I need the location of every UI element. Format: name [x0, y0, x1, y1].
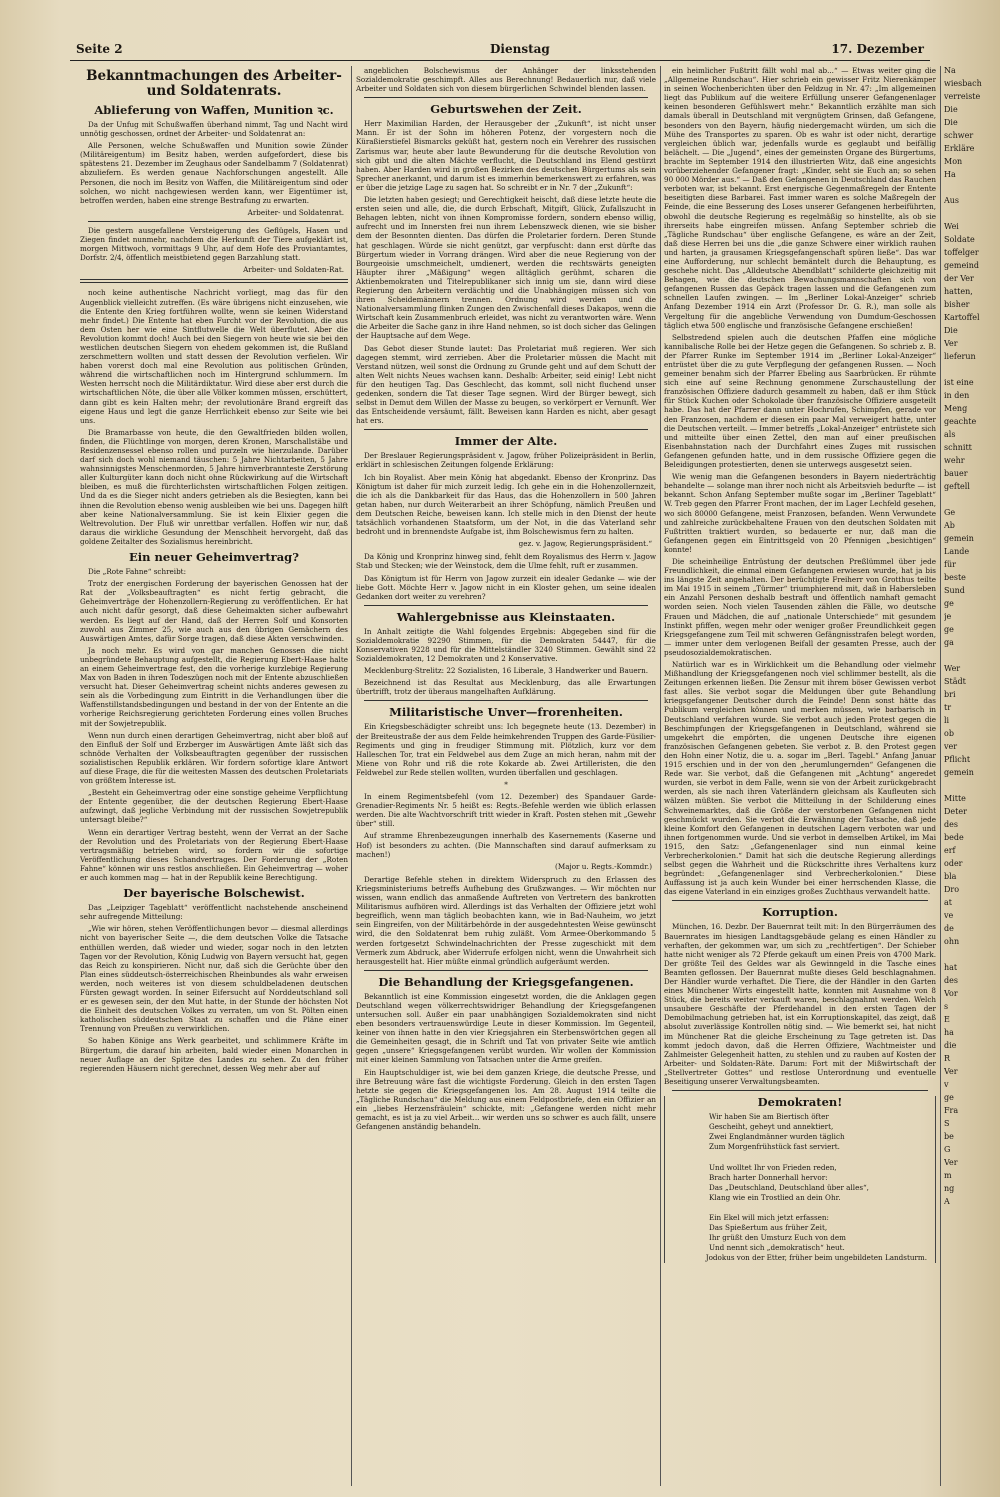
fragment-line: des: [944, 976, 958, 985]
fragment-line: ga: [944, 638, 954, 647]
paragraph: Da der Unfug mit Schußwaffen überhand nimmt, Tag und Nacht wird unnötig geschossen, ordnet der Arbeiter- und Soldatenrat an:: [80, 120, 348, 139]
fragment-line: Fra: [944, 1106, 959, 1115]
divider: [364, 700, 648, 701]
paragraph: Die „Rote Fahne“ schreibt:: [88, 567, 186, 577]
header-rule: [70, 60, 930, 61]
poem-line: Gescheiht, geheyt und annektiert,: [709, 1122, 834, 1132]
fragment-line: bri: [944, 690, 956, 699]
page-header: [70, 38, 930, 60]
column-3: [664, 66, 936, 1488]
fragment-line: Na: [944, 66, 956, 75]
fragment-line: S: [944, 1119, 950, 1128]
fragment-line: Erkläre: [944, 144, 975, 153]
fragment-line: wehr: [944, 456, 965, 465]
column-divider: [351, 66, 352, 1486]
fragment-line: schwer: [944, 131, 974, 140]
paragraph: Die Bramarbasse von heute, die den Gewaltfrieden bilden wollen, finden, die Flüchtlinge von morgen, deren Kronen, Marschallstäbe und Residenzensessel ebenso rollen und purzeln wie hierzulande. Darüber darf sich doch wohl niemand täuschen: 5 Jahre Nichtarbeiten, 5 Jahre wahnsinnigstes Menschenmorden, 5 Jahre hirnverbrannteste Zerstörung aller Kulturgüter kann doch nicht ohne Rückwirkung auf die Wirtschaft bleiben, es muß die fürchterlichsten wirtschaftlichen Folgen zeitigen. Und da es die Sieger nicht anders getrieben als die Besiegten, kann bei ihnen die Revolution ebenso wenig ausbleiben wie bei uns. Dagegen hilft aber keine Nationalversammlung. Sie ist kein Elixier gegen die Weltrevolution. Der Fluß wir unrettbar verfallen. Hoffen wir nur, daß daraus die wirkliche Gesundung der Menschheit hervorgeht, daß das goldene Zeitalter des Sozialismus hereinbricht.: [80, 427, 348, 546]
fragment-line: Dro: [944, 885, 960, 894]
article-heading: Geburtswehen der Zeit.: [430, 102, 582, 117]
fragment-line: R: [944, 1054, 951, 1063]
article-heading: Die Behandlung der Kriegsgefangenen.: [378, 974, 634, 989]
paragraph: Die letzten haben gesiegt; und Gerechtigkeit heischt, daß diese letzte heute die ersten seien und alle, die, die durch Erbschaft, Mitgift, Glück, Zufallszucht in Behagen lebten, nicht von ihnen Kompromisse fordern, sondern ebenso willig, aufrecht und im Innersten frei nun ihrem Lebenszweck dienen, wie sie bisher dem der Besonnten dienten. Das dürfen die Proletarier fordern. Deren Stunde hat geschlagen. Würde sie nicht genützt, gar verpfuscht: dann erst dürfte das Bürgertum wieder in Vorrang drängen. Wird aber die neue Regierung von der Bourgeoisie umschmeichelt, umdienert, werden die rechtswärts geneigten Häupter ihrer „Mäßigung“ wegen alltäglich gerühmt, scharen die Aktienbemokraten und Titelrepublikaner sich innig um sie, dann wird diese Regierung den Arbeitern verdächtig und die Unabhängigen müssen sich von ihren Scheidemännern trennen. Ordnung wird werden und die Nationalversammlung flinken Zungen den Zwischenfall dieses Dakapos, wenn die Wirtschaft kein Zusammenbruch erleidet, was nicht zu verantworten wäre. Wenn die Arbeiter die Sache ganz in ihre Hand nehmen, so ist doch sicher das Gelingen der Hauptsache auf dem Wege.: [356, 195, 656, 341]
article-heading: Korruption.: [762, 905, 838, 920]
page-number: Seite 2: [76, 42, 123, 56]
fragment-line: geftell: [944, 482, 970, 491]
separator-star: *: [504, 780, 508, 789]
article-heading: Ein neuer Geheimvertrag?: [129, 550, 299, 565]
fragment-line: Ha: [944, 170, 956, 179]
weapons-subtitle: Ablieferung von Waffen, Munition ꝛc.: [94, 103, 334, 117]
fragment-line: ge: [944, 599, 954, 608]
fragment-line: oder: [944, 859, 963, 868]
paragraph: Natürlich war es in Wirklichkeit um die Behandlung oder vielmehr Mißhandlung der Kriegsgefangenen noch viel schlimmer bestellt, als die Zeitungen erkennen ließen. Die Zensur mit ihrem böser Gewissen verbot fast alles. Sie verbot sogar die Meldungen über gute Behandlung kriegsgefangener Deutscher durch die Feinde! Denn sonst hätte das Publikum vergleichen können und merken müssen, wie barbarisch in Deutschland verfahren wurde. Sie verbot auch jeden Protest gegen die Beschimpfungen der Kriegsgefangenen in Deutschland, während sie umgekehrt die empörten, die ungenen Deutsche ihre eigenen französischen Gefangenen gebeten. Sie verbot z. B. den Protest gegen den Hohn einer Notiz, die u. a. sogar im „Berl. Tagebl.“ Anfang Januar 1915 erschien und in der von den „herumlungernden“ Gefangenen die Rede war. Sie verbot, daß die Gefangenen mit „Achtung“ angeredet wurden, sie verbot in dem Falle, wenn sie von der Arbeit zurückgebracht werden, als sie nach ihren Vaterländern gleichsam als Kaufleuten sich wälzen müßten. Sie verbot die Mitteilung in der Schilderung eines Schweinemarktes, daß die Größe der verstorbenen Gefangenen nicht geschmückt wurden. Sie verbot die Erwähnung der Tatsache, daß jede kleine Komfort den Gefangenen in deutschen Lagern verboten war und ihnen fortgenommen wurde. Und sie verbot in demselben Artikel, im Mai 1915, den Satz: „Gefangenenlager sind nun einmal keine Verbrecherkolonien.“ Damit hat sich die deutsche Regierung allerdings selbst gegen die Wahrheit und die Rückschritte ihres Verhaltens kurz begründet: „Gefangenenlager sind Verbrecherkolonien.“ Diese Auffassung ist ja auch kein Wunder bei einer herrschenden Klasse, die das eigene Vaterland in ein einziges großes Zuchthaus verwandelt hatte.: [664, 660, 936, 897]
poem-title: Demokraten!: [757, 1095, 843, 1110]
fragment-line: erf: [944, 846, 956, 855]
signature: Arbeiter- und Soldatenrat.: [247, 207, 344, 217]
fragment-line: Die: [944, 105, 958, 114]
fragment-line: Meng: [944, 404, 968, 413]
poem-signature: Jodokus von der Etter, früher beim ungebildeten Landsturm.: [705, 1253, 927, 1263]
fragment-line: verreiste: [944, 92, 981, 101]
fragment-line: Wei: [944, 222, 959, 231]
paragraph: Das „Leipziger Tageblatt“ veröffentlicht nachstehende anscheinend sehr aufregende Mitteilung:: [80, 903, 348, 922]
paragraph: ein heimlicher Fußtritt fällt wohl mal ab...“ — Etwas weiter ging die „Allgemeine Rundschau“. Hier schrieb ein gewisser Fritz Nierenkämper in seinen Wochenberichten über den Feldzug in Nr. 47: „Im allgemeinen liegt das Publikum auf die weitere Erfüllung unserer Gefangenenlager keinen besonderen Gefühlswert mehr.“ Bekanntlich erzählte man sich damals überall in Deutschland mit vergnügtem Grinsen, daß Gefangene, besonders von den Bayern, häufig niedergemacht würden, um sich die Mühe des Transportes zu sparen. Ob es wahr ist oder nicht, derartige vergleichen üblich war, jedenfalls wurde es geglaubt und beifällig belächelt. — Die „Jugend“, eines der gemeinsten Organe des Bürgertums, brachte im September 1914 den illustrierten Witz, daß eine angesichts vorüberziehender Gefangener fragt: „Kinder, seht sie Euch an; so sehen 90 000 Mörder aus.“ — Daß den Gefangenen in Deutschland das Rauchen verboten war, ist bekannt. Erst energische Gegenmaßregeln der Entente beseitigten diese Barbarei. Fast immer waren es solche Maßregeln der Feinde, die eine Besserung des Loses unserer Gefangenen herbeiführten, obwohl die deutsche Regierung es regelmäßig so hinstellte, als ob sie ihrerseits habe eingreifen müssen. Anfang September schrieb die „Tägliche Rundschau“ über englische Gefangene, es wäre an der Zeit, daß diese Herren bei uns die „die ganze Schwere einer wirklich rauhen und harten, ja grausamen Kriegsgefangenschaft spüren ließe“. Das war eine Aufforderung, nur schlecht bemäntelt durch die Behauptung, es geschehe nicht. Das „Alldeutsche Abendblatt“ schilderte gleichzeitig mit Behagen, wie die deutschen Bewachungsmannschaften sich von gefangenen Russen das Gepäck tragen lassen und die Gefangenen zum schnellen Laufen zwingen. — Im „Berliner Lokal-Anzeiger“ schrieb Anfang Dezember 1914 ein Arzt (Professor Dr. G. R.), man solle als Vergeltung für die angebliche Verwendung von Dumdum-Geschossen täglich etwa 500 englische und französische Gefangene erschießen!: [664, 66, 936, 330]
fragment-line: Die: [944, 326, 958, 335]
poem-line: Wir haben Sie am Biertisch öfter: [709, 1112, 829, 1122]
divider: [364, 970, 648, 971]
fragment-line: hatten,: [944, 287, 973, 296]
fragment-line: Deter: [944, 807, 967, 816]
announcements-title: Bekanntmachungen des Arbeiter- und Soldatenrats.: [86, 68, 342, 99]
divider: [364, 429, 648, 430]
fragment-line: [944, 651, 1000, 661]
fragment-line: ver: [944, 742, 958, 751]
fragment-line: m: [944, 1171, 952, 1180]
fragment-line: für: [944, 560, 956, 569]
fragment-line: geachte: [944, 417, 977, 426]
paragraph: „Wie wir hören, stehen Veröffentlichungen bevor — diesmal allerdings nicht von bayerischer Seite —, die dem deutschen Volke die Tatsache enthüllen werden, daß wieder und wieder, sogar noch in den letzten Tagen vor der Revolution, König Ludwig von Bayern versucht hat, gegen das Reich zu konspirieren. Nicht nur, daß sich die Gerüchte über den Plan eines süddeutsch-österreichischen Rheinbundes als wahr erweisen werden, noch weiteres ist von diesem schuldbeladenen deutschen Fürsten gewagt worden. In seiner Eifersucht auf Norddeutschland soll er es gewesen sein, der den Mut hatte, in der Stunde der höchsten Not die Einheit des deutschen Volkes zu verraten, um von St. Pölten einen katholischen süddeutschen Staat zu schaffen und die Pläne einer Trennung von Preußen zu verwirklichen.: [80, 924, 348, 1034]
fragment-line: A: [944, 1197, 950, 1206]
fragment-line: v: [944, 1080, 949, 1089]
poem-line: Zum Morgenfrühstück fast serviert.: [709, 1142, 840, 1152]
paragraph: Herr Maximilian Harden, der Herausgeber der „Zukunft“, ist nicht unser Mann. Er ist der Sohn im höheren Potenz, der vorgestern noch die Küraßierstiefel Bismarcks geküßt hat, gestern noch ein Verehrer des russischen Zarismus war, heute aber laute Bewunderung für die deutsche Revolution von sich gibt und die alten Mächte verflucht, die Deutschland ins Elend gestürzt haben. Aber Harden wird in großen Bezirken des deutschen Bürgertums als sein Sprecher anerkannt, und darum ist es immerhin bemerkenswert zu erfahren, was er über die jetzige Lage zu sagen hat. So schreibt er in Nr. 7 der „Zukunft“:: [356, 119, 656, 192]
fragment-line: Städt: [944, 677, 966, 686]
paragraph: Alle Personen, welche Schußwaffen und Munition sowie Zünder (Militäreigentum) im Besitz haben, werden aufgefordert, diese bis spätestens 21. Dezember im Zeughaus oder Sandelbamm 7 (Soldatenrat) abzuliefern. Es werden genaue Nachforschungen angestellt. Alle Personen, die noch im Besitz von Waffen, die Militäreigentum sind oder solchen, wo nicht nachgewiesen werden kann, wer Eigentümer ist, betroffen werden, haben eine strenge Bestrafung zu erwarten.: [80, 141, 348, 205]
fragment-line: tr: [944, 703, 952, 712]
fragment-line: ohn: [944, 937, 960, 946]
divider: [88, 221, 340, 222]
paragraph: Das Königtum ist für Herrn von Jagow zurzeit ein idealer Gedanke — wie der liebe Gott. Möchte Herr v. Jagow nicht in ein Kloster gehen, um seine idealen Gedanken dort weiter zu verehren?: [356, 573, 656, 601]
fragment-line: ob: [944, 729, 954, 738]
fragment-line: Ab: [944, 521, 955, 530]
poem-line: Und nennt sich „demokratisch“ heut.: [709, 1243, 845, 1253]
fragment-line: ist eine: [944, 378, 974, 387]
paragraph: Auf stramme Ehrenbezeugungen innerhalb des Kasernements (Kaserne und Hof) ist besonders zu achten. (Die Mannschaften sind darauf aufmerksam zu machen!): [356, 831, 656, 859]
fragment-line: wiesbach: [944, 79, 982, 88]
fragment-line: [944, 781, 1000, 791]
paragraph: Wenn ein derartiger Vertrag besteht, wenn der Verrat an der Sache der Revolution und des Proletariats von der Regierung Ebert-Haase vertragsmäßig betrieben wird, so fordern wir die sofortige Veröffentlichung dieses Schandvertrages. Der Forderung der „Roten Fahne“ können wir uns restlos anschließen. Ein Geheimvertrag — woher er auch kommen mag — hat in der Republik keine Berechtigung.: [80, 827, 348, 883]
fragment-line: ha: [944, 1028, 954, 1037]
fragment-line: bauer: [944, 469, 968, 478]
fragment-line: ge: [944, 1093, 954, 1102]
paragraph: Wie wenig man die Gefangenen besonders in Bayern niederträchtig behandelte — solange man ihrer noch nicht als Arbeitsvieh bedurfte — ist bekannt. Schon Anfang September mußte sogar im „Berliner Tageblatt“ W. Treb gegen den Pfarrer Front machen, der im Lager Lechfeld gesehen, wo sich 80000 Gefangene, meist Franzosen, befanden. Wenn Verwundete und zahlreiche zurückbehaltene Frauen von den deutschen Soldaten mit Fußtritten traktiert wurden, so bedauerte er nur, daß man die Gefangenen gegen ein Eintrittsgeld von 20 Pfennigen „besichtigen“ konnte!: [664, 472, 936, 554]
fragment-line: in den: [944, 391, 970, 400]
poem-line: Brach harter Donnerhall hervor:: [709, 1172, 828, 1182]
fragment-line: toffelger: [944, 248, 979, 257]
fragment-line: s: [944, 1002, 949, 1011]
paragraph: Bekanntlich ist eine Kommission eingesetzt worden, die die Anklagen gegen Deutschland wegen völkerrechtswidriger Behandlung der Kriegsgefangenen untersuchen soll. Außer ein paar unabhängigen Sozialdemokraten sind nicht eben besonders vertrauenswürdige Leute in dieser Kommission. Im Gegenteil, keiner von ihnen hatte in den vier Kriegsjahren ein Sterbenswörtchen gegen all die Gemeinheiten gesagt, die in Schrift und Tat von privater Seite wie amtlich gegen „unsere“ Kriegsgefangenen verübt wurden. Wir wollen der Kommission mit einer kleinen Sammlung von Tatsachen unter die Arme greifen.: [356, 991, 656, 1065]
article-heading: Militaristische Unver—frorenheiten.: [389, 705, 623, 720]
paragraph: Ein Kriegsbeschädigter schreibt uns: Ich begegnete heute (13. Dezember) in der Breiteustraße der aus dem Felde heimkehrenden Truppen des Garde-Füsilier-Regiments und ging in freudiger Stimmung mit. Plötzlich, kurz vor dem Halleschen Tor, trat ein Feldwebel aus dem Zuge an mich heran, nahm mit der Miene von Rohr und riß die rote Kokarde ab. Zwei Artilleristen, die den Feldwebel zur Rede stellen wollten, wurden überfallen und geschlagen.: [356, 722, 656, 777]
fragment-line: als: [944, 430, 956, 439]
paragraph: Da König und Kronprinz hinweg sind, fehlt dem Royalismus des Herrn v. Jagow Stab und Stecken; wie der Weinstock, dem die Ulme fehlt, ruft er zusammen.: [356, 552, 656, 571]
fragment-line: der Ver: [944, 274, 974, 283]
poem-line: Das Spießertum aus früher Zeit,: [709, 1223, 828, 1233]
signature: Arbeiter- und Soldaten-Rat.: [243, 265, 344, 275]
fragment-line: [944, 950, 1000, 960]
divider: [672, 1090, 928, 1091]
poem-line: Klang wie ein Trostlied an dein Ohr.: [709, 1192, 841, 1202]
fragment-line: des: [944, 820, 958, 829]
fragment-line: Soldate: [944, 235, 975, 244]
paragraph: Ja noch mehr. Es wird von gar manchen Genossen die nicht unbegründete Behauptung aufgestellt, die Regierung Ebert-Haase halte an einem Geheimvertrage fest, den die vorherige kurzlebige Regierung Max von Baden in ihren Todeszügen noch mit der Entente abzuschließen versucht hat. Dieser Geheimvertrag scheint nichts anderes gewesen zu sein als die Vorbedingung zum Eintritt in die Verhandlungen über die Waffenstillstandsbedingungen und bestand in der von der Entente an die vorherige Reichsregierung gerichteten Forderung eines vollen Bruches mit der Sowjetrepublik.: [80, 645, 348, 728]
paragraph: Derartige Befehle stehen in direktem Widerspruch zu den Erlassen des Kriegsministeriums betreffs Aufhebung des Grußzwanges. — Wir möchten nur wissen, wann endlich das anmaßende Auftreten von Vertretern des bankrotten Militarismus aufhören wird. Allerdings ist das Verhalten der Offiziere jetzt wohl begreiflich, wenn man täglich beobachten kann, wie in Bad-Nauheim, wo jetzt sein Eingreifen, von der Militärbehörde in der ausgedehntesten Weise gewünscht wird, die den Soldatenrat bem ruhig zuläßt. Vom Armee-Oberkommando 5 werden fortgesetzt Schwindelnachrichten der Presse zugeschickt mit dem Vermerk zum Abdruck, aber Widerrufe erfolgen nicht, wenn die Unwahrheit sich herausgestellt hat. Hier müßte einmal gründlich aufgeräumt werden.: [356, 874, 656, 966]
fragment-line: Sund: [944, 586, 965, 595]
fragment-line: Pflicht: [944, 755, 971, 764]
signature: (Major u. Regts.-Kommdr.): [555, 861, 652, 871]
poem-line: [669, 1203, 931, 1212]
fragment-line: G: [944, 1145, 951, 1154]
fragment-line: Ver: [944, 339, 958, 348]
fragment-line: je: [944, 612, 952, 621]
fragment-line: Mon: [944, 157, 963, 166]
paragraph: noch keine authentische Nachricht vorliegt, mag das für den Augenblick vielleicht zutreffen. (Es wäre übrigens nicht einzusehen, wie die Entente den Krieg fortführen wollte, wenn sie keinen Widerstand mehr findet.) Die Entente hat eben Furcht vor der Revolution, die aus dem Osten her wie eine Sintflutwelle die Welt überflutet. Aber die Revolution kommt doch! Auch bei den Siegern von heute wie sie bei den westlichen deutschen Siegern von ehedem gekommen ist, die Rußland zerschmettern wollten und statt dessen der Revolution verfielen. Wir haben vorerst doch mal eine Revolution aus politischen Gründen, während die wirtschaftlichen noch im Hintergrund schlummern. Im Westen herrscht noch die Militärdiktatur. Wird diese aber erst durch die wirtschaftlichen Nöte, die über alle Völker kommen müssen, erschüttert, dann gibt es kein Halten mehr; der revolutionäre Brand ergreift das eigene Haus und legt die ganze Herrlichkeit ebenso zur Seite wie bei uns.: [80, 288, 348, 425]
column-2: [356, 66, 656, 1488]
paragraph: So haben Könige ans Werk gearbeitet, und schlimmere Kräfte im Bürgertum, die darauf hin arbeiten, bald wieder einen Monarchen in neuer Auflage an der Spitze des Landes zu sehen. Zu den früher regierenden Häusern nicht gerechnet, dessen Weg mehr aber auf: [80, 1036, 348, 1073]
fragment-line: gemein: [944, 768, 974, 777]
column-divider: [940, 66, 941, 1486]
paragraph: „Besteht ein Geheimvertrag oder eine sonstige geheime Verpflichtung der Entente gegenüber, die der deutschen Regierung Ebert-Haase aufzwingt, daß jegliche Verbindung mit der russischen Sowjetrepublik untersagt bleibe?“: [80, 788, 348, 825]
fragment-line: at: [944, 898, 952, 907]
fragment-line: gemeind: [944, 261, 980, 270]
fragment-line: be: [944, 1132, 954, 1141]
fragment-line: ng: [944, 1184, 955, 1193]
article-heading: Immer der Alte.: [454, 434, 558, 449]
paragraph: In einem Regimentsbefehl (vom 12. Dezember) des Spandauer Garde-Grenadier-Regiments Nr. 5 heißt es: Regts.-Befehle werden wie üblich erlassen werden. Die alte Wachtvorschrift tritt wieder in Kraft. Posten stehen mit „Gewehr über“ still.: [356, 792, 656, 829]
paragraph: Der Breslauer Regierungspräsident v. Jagow, früher Polizeipräsident in Berlin, erklärt in schlesischen Zeitungen folgende Erklärung:: [356, 451, 656, 470]
fragment-line: E: [944, 1015, 950, 1024]
paragraph: Ein Hauptschuldiger ist, wie bei dem ganzen Kriege, die deutsche Presse, und ihre Betreuung wäre fast die wichtigste Forderung. Gleich in den ersten Tagen hetzte sie gegen die Kriegsgefangenen los. Am 28. August 1914 teilte die „Tägliche Rundschau“ die Meldung aus einem Feldpostbriefe, den ein Offizier an ein „liebes Herzensfräulein“ schickte, mit: „Gefangene werden nicht mehr gemacht, es ist ja zu viel Arbeit... wir werden uns so schwer es auch fällt, unsere Gefangenen anständig behandeln.: [356, 1067, 656, 1132]
fragment-line: de: [944, 924, 954, 933]
fragment-line: bla: [944, 872, 957, 881]
article-heading: Wahlergebnisse aus Kleinstaaten.: [396, 609, 616, 624]
divider: [364, 97, 648, 98]
signature: gez. v. Jagow, Regierungspräsident.“: [518, 539, 652, 549]
poem-line: Ein Ekel will mich jetzt erfassen:: [709, 1213, 829, 1223]
fragment-line: Ver: [944, 1158, 958, 1167]
fragment-line: Ver: [944, 1067, 958, 1076]
fragment-line: bisher: [944, 300, 970, 309]
fragment-line: ge: [944, 625, 954, 634]
paragraph: Die gestern ausgefallene Versteigerung des Geflügels, Hasen und Ziegen findet nunmehr, nachdem die Herkunft der Tiere aufgeklärt ist, morgen Mittwoch, vormittags 9 Uhr, auf dem Hofe des Proviantamtes, Dorfstr. 2/4, öffentlich meistbietend gegen Barzahlung statt.: [80, 225, 348, 263]
fragment-line: Aus: [944, 196, 960, 205]
fragment-line: Ge: [944, 508, 956, 517]
fragment-line: beste: [944, 573, 966, 582]
paragraph: angeblichen Bolschewismus der Anhänger der linksstehenden Sozialdemokratie geschimpft. Alles aus Berechnung! Bedauerlich nur, daß viele Arbeiter und Soldaten sich von diesem bürgerlichen Schwindel blenden lassen.: [356, 66, 656, 94]
fragment-line: Kartoffel: [944, 313, 980, 322]
paragraph: Ich bin Royalist. Aber mein König hat abgedankt. Ebenso der Kronprinz. Das Königtum ist daher für mich zurzeit ledig. Ich gehe ein in die Hohenzollernzeit, die ich als die Dankbarkeit für das Haus, das die Hohenzollern in 500 Jahren getan haben, nur durch Weiterarbeit an ihrer Schöpfung, nämlich Preußen und dem Deutschen Reiche, beweisen kann. Ich stelle mich in den Dienst der heute tatsächlich vorhandenen Staatsform, um der Not, in die das Vaterland sehr bedroht und in brennendste Aufgabe ist, ihm Bolschewismus fern zu halten.: [356, 472, 656, 537]
fragment-line: [944, 365, 1000, 375]
poem-line: Ihr grüßt den Umsturz Euch von dem: [709, 1233, 846, 1243]
fragment-line: die: [944, 1041, 957, 1050]
column-divider: [660, 66, 661, 1486]
fragment-line: li: [944, 716, 950, 725]
divider: [364, 605, 648, 606]
paragraph: Bezeichnend ist das Resultat aus Mecklenburg, das alle Erwartungen übertrifft, trotz der überaus mangelhaften Aufklärung.: [356, 678, 656, 697]
poem-line: Das „Deutschland, Deutschland über alles“,: [709, 1182, 869, 1192]
fragment-line: gemein: [944, 534, 974, 543]
paragraph: Wenn nun durch einen derartigen Geheimvertrag, nicht aber bloß auf den Einfluß der Solf und Erzberger im Auswärtigen Amte läßt sich das schnöde Verhalten der Volksbeauftragten gegenüber der russischen sozialistischen Republik erklären. Wir fordern sofortige klare Antwort auf diese Frage, die für die weitesten Massen des deutschen Proletariats von größtem Interesse ist.: [80, 730, 348, 786]
weekday: Dienstag: [490, 42, 550, 56]
poem-line: [669, 1153, 931, 1162]
fragment-line: Vor: [944, 989, 958, 998]
date: 17. Dezember: [831, 42, 924, 56]
fragment-line: [944, 495, 1000, 505]
fragment-line: lieferun: [944, 352, 976, 361]
paragraph: Die scheinheilige Entrüstung der deutschen Preßlümmel über jede Freundlichkeit, die einmal einem Gefangenen erwiesen wurde, hat ja bis ins längste Zeit angehalten. Der berüchtigte Freiherr von Grotthus teilte im Mai 1915 in seinem „Türmer“ triumphierend mit, daß in Habersleben ein Anzahl Personen deshalb bestraft und öffentlich namhaft gemacht worden seien. Noch vielen Tausenden zählen die Fälle, wo deutsche Frauen und Mädchen, die auf „nationale Unterschiede“ mit gesundem Instinkt pfiffen, wegen mehr oder weniger großer Freundlichkeit gegen Kriegsgefangene zum Teil mit schweren Gefängnisstrafen belegt worden, — immer unter dem verlogenen Beifall der gesamten Presse, auch der pseudosozialdemokratischen.: [664, 556, 936, 657]
column-1: [80, 66, 348, 1488]
fragment-line: bede: [944, 833, 964, 842]
fragment-line: schnitt: [944, 443, 972, 452]
poem-box: [664, 1096, 936, 1262]
paragraph: Mecklenburg-Strelitz: 22 Sozialisten, 16 Liberale, 3 Handwerker und Bauern.: [364, 666, 648, 676]
fragment-line: [944, 209, 1000, 219]
poem-line: Zwei Englandmänner wurden täglich: [709, 1132, 845, 1142]
column-4-clipped: [944, 66, 1000, 1488]
paragraph: Trotz der energischen Forderung der bayerischen Genossen hat der Rat der „Volksbeauftragten“ es nicht fertig gebracht, die Geheimverträge der Hohenzollern-Regierung zu veröffentlichen. Er hat auch nicht dafür gesorgt, daß diese Geheimakten sicher aufbewahrt werden. Es liegt auf der Hand, daß der Herren Solf und Konsorten zuwohl aus Zimmer 25, wie auch aus den übrigen Gemächern des Auswärtigen Amtes, dafür Sorge tragen, daß diese Akten verschwinden.: [80, 579, 348, 643]
divider: [672, 900, 928, 901]
article-heading: Der bayerische Bolschewist.: [123, 886, 305, 901]
divider: [80, 279, 348, 283]
paragraph: Selbstredend spielen auch die deutschen Pfaffen eine mögliche kannibalische Rolle bei der Hetze gegen die Gefangenen. So schrieb z. B. der Pfarrer Runke im September 1914 im „Berliner Lokal-Anzeiger“ entrüstet über die zu gute Verpflegung der gefangenen Russen. — Noch gemeiner benahm sich der Pfarrer Ebeling aus Saarbrücken. Er rühmte sich eine auf seine Rechnung genommene Zurschaustellung der französischen Offiziere dadurch gesammelt zu haben, daß er ihm Stück für Stück Kuchen oder Schokolade über französische Offiziere ausgeteilt habe. Das hat der Pfarrer dann unter Hochrufen, Schimpfen, gerade vor den Franzosen, nachdem er diesen ein paar Mal verweigert hatte, unter die Deutschen verteilt. — Immer betreffs „Lokal-Anzeiger“ entrüstete sich und mitteilte über einen Zettel, den man auf einer preußischen Eisenbahnstation nach der Durchfahrt eines Zuges mit russischen Gefangenen gefunden hatte, und in dem russische Offiziere gegen die Beleidigungen protestierten, denen sie unterwegs ausgesetzt seien.: [664, 332, 936, 470]
paragraph: Das Gebot dieser Stunde lautet: Das Proletariat muß regieren. Wer sich dagegen stemmt, wird zerrieben. Aber die Proletarier müssen die Macht mit Verstand nützen, weil sonst die Ordnung zu Grunde geht und auf dem Schutt der alten Welt nichts Neues wachsen kann. Deshalb: Arbeiter, seid einig! Lebt nicht für den heutigen Tag. Das Geschlecht, das kommt, soll nicht fluchend unser gedenken, sondern die Tat dieser Tage segnen. Wird der Bürger bewegt, sich selbst in Demut dem Willen der Masse zu beugen, so verkörpert er Vernunft. Wer das Entscheidende versäumt, fällt. Beweisen kann Harden es nicht, aber gesagt hat ers.: [356, 343, 656, 426]
fragment-line: [944, 183, 1000, 193]
paragraph: München, 16. Dezbr. Der Bauernrat teilt mit: In den Bürgerräumen des Bauernrates im hiesigen Landtagsgebäude gelang es einen Händler zu verhaften, der gekommen war, um sich zu „rechtfertigen“. Der Schieber hatte nicht weniger als 72 Pferde gekauft um einen Preis von 4700 Mark. Der größte Teil des Geldes war als Gewinngeld in die Tasche eines Beamten geflossen. Der Bauernrat mußte dieses Geld beschlagnahmen. Der Händler wurde verhaftet. Die Tiere, die der Händler in den Garten eines Münchener Wirts eingestellt hatte, konnten mit Ausnahme von 8 Stück, die bereits weiter verkauft waren, beschlagnahmt werden. Welch unsaubere Geschäfte der Pferdehandel in den ersten Tagen der Demobilmachung getrieben hat, ist ein Korruptionskapitel, das zeigt, daß absolut zuverlässige Kontrollen nötig sind. — Wie bemerkt sei, hat nicht im Münchener Rat die gleiche Erscheinung zu Tage getreten ist. Das kommt jedoch davon, daß die Herren Offiziere, Wachtmeister und Zahlmeister Gelegenheit hatten, zu stehlen und zu rauben auf Kosten der Arbeiter- und Soldaten-Räte. Darum: Fort mit der Mißwirtschaft der „Stellvertreter Gottes“ und restlose Unterordnung und eventuelle Beseitigung unserer Verwaltungsbeamten.: [664, 922, 936, 1087]
fragment-line: Lande: [944, 547, 970, 556]
fragment-line: Mitte: [944, 794, 966, 803]
fragment-line: hat: [944, 963, 958, 972]
fragment-line: ve: [944, 911, 954, 920]
paragraph: In Anhalt zeitigte die Wahl folgendes Ergebnis: Abgegeben sind für die Sozialdemokratie 92290 Stimmen, für die Demokraten 54447, für die Konservativen 9228 und für die Mittelständler 3240 Stimmen. Gewählt sind 22 Sozialdemokraten, 12 Demokraten und 2 Konservative.: [356, 626, 656, 664]
fragment-line: Wer: [944, 664, 961, 673]
fragment-line: Die: [944, 118, 958, 127]
poem: [669, 1112, 931, 1252]
poem-line: Und wolltet Ihr von Frieden reden,: [709, 1162, 837, 1172]
